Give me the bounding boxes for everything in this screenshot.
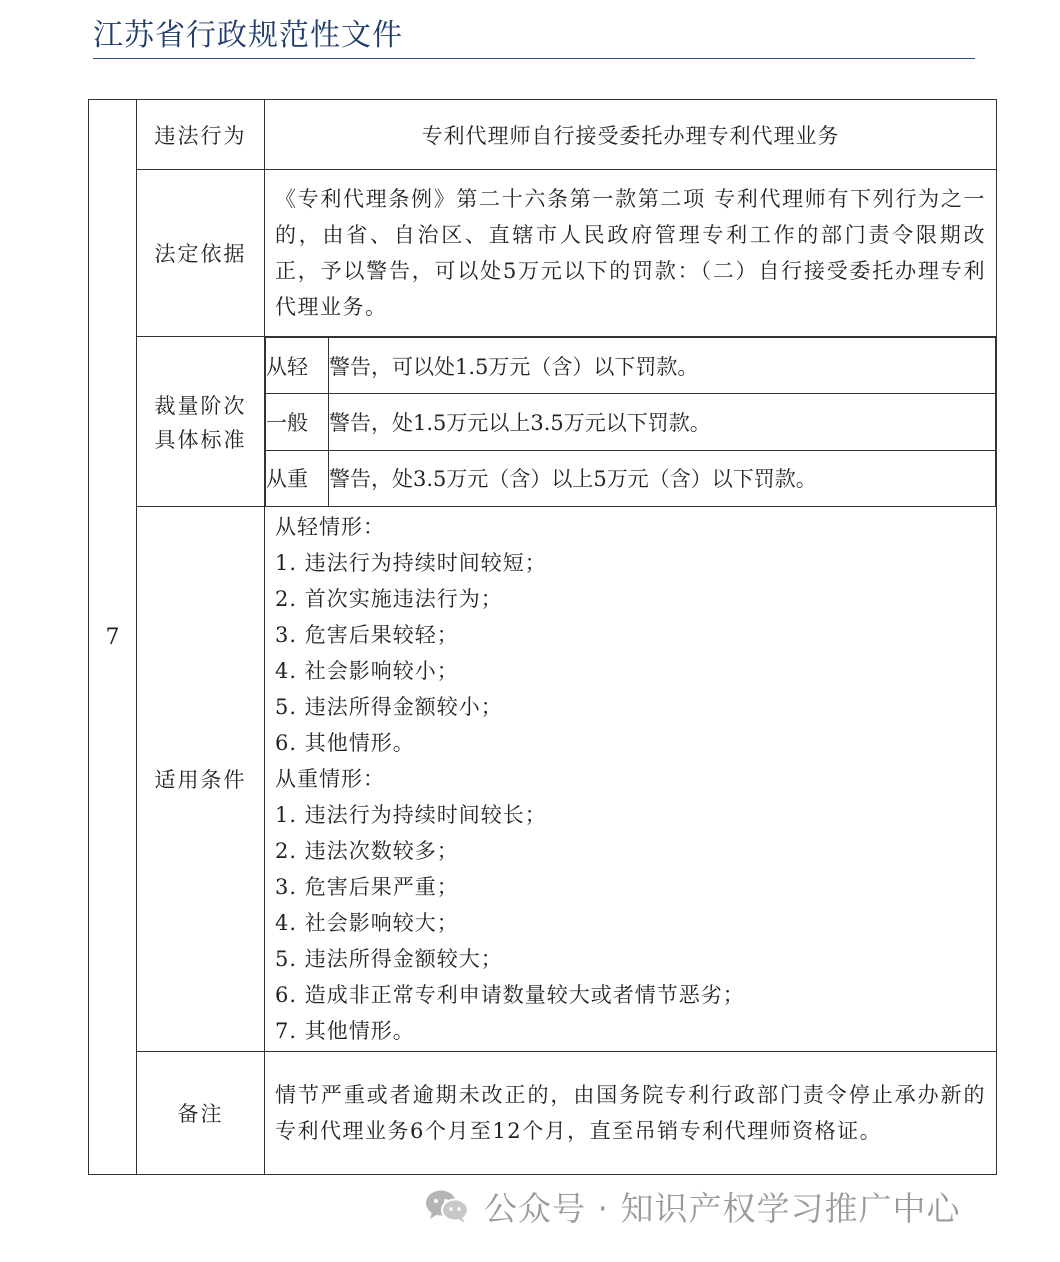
standard-label-line2: 具体标准 (154, 427, 247, 452)
table-row (89, 337, 997, 507)
condition-line: 1. 违法行为持续时间较长； (275, 803, 547, 827)
condition-line: 7. 其他情形。 (275, 1019, 415, 1043)
level-heavy: 从重 (266, 450, 329, 506)
condition-line: 4. 社会影响较大； (275, 911, 459, 935)
document-title: 江苏省行政规范性文件 (93, 18, 403, 53)
level-normal: 一般 (266, 394, 329, 450)
condition-line: 2. 首次实施违法行为； (275, 587, 503, 611)
conditions-list (265, 507, 997, 1052)
table-row (89, 507, 997, 1052)
watermark-text: 公众号 · 知识产权学习推广中心 (484, 1188, 961, 1228)
condition-line: 6. 造成非正常专利申请数量较大或者情节恶劣； (275, 983, 745, 1007)
watermark (424, 1184, 960, 1228)
condition-line: 2. 违法次数较多； (275, 839, 459, 863)
condition-line: 5. 违法所得金额较大； (275, 947, 503, 971)
standard-label-line1: 裁量阶次 (154, 393, 247, 418)
row-number: 7 (89, 100, 137, 1175)
level-light-desc: 警告，可以处1.5万元（含）以下罚款。 (329, 338, 996, 394)
table-row (89, 100, 997, 170)
remarks-label: 备注 (137, 1052, 265, 1175)
standard-levels (265, 337, 996, 506)
condition-line: 从轻情形： (275, 515, 385, 539)
condition-line: 3. 危害后果较轻； (275, 623, 459, 647)
violation-label: 违法行为 (137, 100, 265, 170)
basis-label: 法定依据 (137, 170, 265, 337)
level-row (266, 338, 996, 394)
condition-line: 6. 其他情形。 (275, 731, 415, 755)
conditions-label: 适用条件 (137, 507, 265, 1052)
standard-label (137, 337, 265, 507)
violation-value: 专利代理师自行接受委托办理专利代理业务 (265, 100, 997, 170)
document-header (93, 16, 975, 59)
level-normal-desc: 警告，处1.5万元以上3.5万元以下罚款。 (329, 394, 996, 450)
level-light: 从轻 (266, 338, 329, 394)
condition-line: 5. 违法所得金额较小； (275, 695, 503, 719)
table-row (89, 1052, 997, 1175)
level-heavy-desc: 警告，处3.5万元（含）以上5万元（含）以下罚款。 (329, 450, 996, 506)
wechat-icon (424, 1188, 470, 1224)
level-row (266, 394, 996, 450)
condition-line: 4. 社会影响较小； (275, 659, 459, 683)
condition-line: 1. 违法行为持续时间较短； (275, 551, 547, 575)
condition-line: 3. 危害后果严重； (275, 875, 459, 899)
table-row (89, 170, 997, 337)
level-row (266, 450, 996, 506)
remarks-value: 情节严重或者逾期未改正的，由国务院专利行政部门责令停止承办新的专利代理业务6个月至12个月，直至吊销专利代理师资格证。 (265, 1052, 997, 1175)
penalty-table (88, 99, 997, 1175)
standard-levels-cell (265, 337, 997, 507)
condition-line: 从重情形： (275, 767, 385, 791)
basis-value: 《专利代理条例》第二十六条第一款第二项 专利代理师有下列行为之一的，由省、自治区、直辖市人民政府管理专利工作的部门责令限期改正，予以警告，可以处5万元以下的罚款：（二）自行接受委托办理专利代理业务。 (265, 170, 997, 337)
